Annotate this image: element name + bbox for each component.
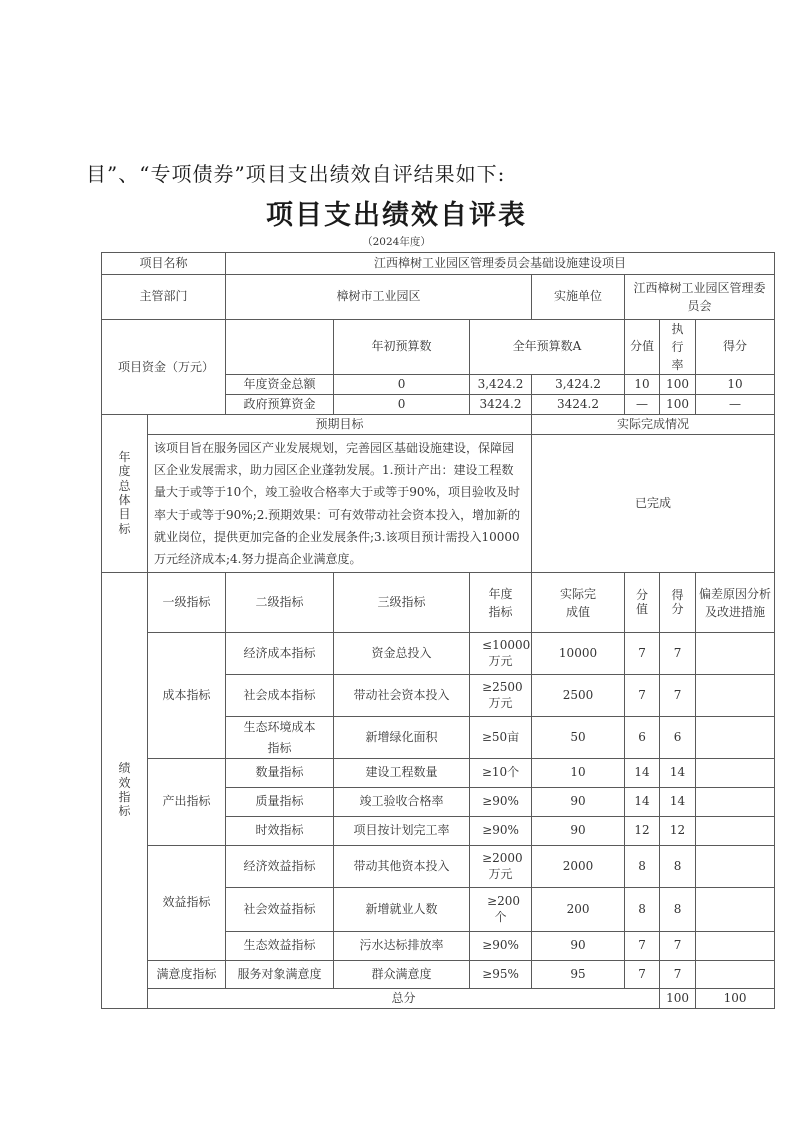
actual-result-header: 实际完成情况 bbox=[532, 415, 775, 435]
actual-cell: 10000 bbox=[532, 633, 625, 675]
score-value-cell: 8 bbox=[625, 888, 660, 932]
header-deviation: 偏差原因分析及改进措施 bbox=[696, 573, 775, 633]
annual-cell: ≥2000万元 bbox=[470, 846, 532, 888]
header-score bbox=[660, 573, 696, 633]
indicators-label bbox=[102, 573, 148, 1009]
actual-cell: 200 bbox=[532, 888, 625, 932]
header-actual: 实际完成值 bbox=[532, 573, 625, 633]
table-year: （2024年度） bbox=[362, 236, 431, 248]
actual-cell: 90 bbox=[532, 817, 625, 846]
goals-label-text: 年度总体目标 bbox=[118, 449, 131, 536]
deviation-cell bbox=[696, 961, 775, 989]
level3-cell: 带动其他资本投入 bbox=[334, 846, 470, 888]
actual-cell: 90 bbox=[532, 788, 625, 817]
total-score: 100 bbox=[696, 989, 775, 1009]
level3-cell: 竣工验收合格率 bbox=[334, 788, 470, 817]
annual-cell: ≥90% bbox=[470, 932, 532, 961]
header-level3: 三级指标 bbox=[334, 573, 470, 633]
unit-label: 实施单位 bbox=[532, 275, 625, 320]
total-label: 总分 bbox=[148, 989, 660, 1009]
level2-cell: 质量指标 bbox=[226, 788, 334, 817]
annual-cell: ≥90% bbox=[470, 817, 532, 846]
funds-row-initial: 0 bbox=[334, 395, 470, 415]
funds-row-full-year: 3,424.2 bbox=[470, 375, 532, 395]
score-cell: 7 bbox=[660, 932, 696, 961]
header-score-value-text: 分值 bbox=[636, 587, 649, 617]
deviation-cell bbox=[696, 932, 775, 961]
project-name-value: 江西樟树工业园区管理委员会基础设施建设项目 bbox=[226, 253, 775, 275]
score-value-cell: 6 bbox=[625, 717, 660, 759]
actual-cell: 2000 bbox=[532, 846, 625, 888]
level2-cell: 生态环境成本指标 bbox=[226, 717, 334, 759]
score-value-cell: 7 bbox=[625, 633, 660, 675]
level2-cell: 数量指标 bbox=[226, 759, 334, 788]
annual-cell: ≥10个 bbox=[470, 759, 532, 788]
deviation-cell bbox=[696, 633, 775, 675]
dept-label: 主管部门 bbox=[102, 275, 226, 320]
deviation-cell bbox=[696, 888, 775, 932]
score-cell: 8 bbox=[660, 888, 696, 932]
score-value-cell: 14 bbox=[625, 788, 660, 817]
header-annual: 年度指标 bbox=[470, 573, 532, 633]
header-score-value bbox=[625, 573, 660, 633]
table-title: 项目支出绩效自评表 bbox=[266, 200, 527, 231]
group-name: 产出指标 bbox=[148, 759, 226, 846]
level3-cell: 污水达标排放率 bbox=[334, 932, 470, 961]
actual-cell: 10 bbox=[532, 759, 625, 788]
score-cell: 7 bbox=[660, 633, 696, 675]
level3-cell: 资金总投入 bbox=[334, 633, 470, 675]
indicators-label-text: 绩效指标 bbox=[118, 761, 131, 819]
score-cell: 12 bbox=[660, 817, 696, 846]
level2-cell: 经济成本指标 bbox=[226, 633, 334, 675]
level3-cell: 建设工程数量 bbox=[334, 759, 470, 788]
annual-cell: ≤10000万元 bbox=[470, 633, 532, 675]
deviation-cell bbox=[696, 675, 775, 717]
annual-cell: ≥2500万元 bbox=[470, 675, 532, 717]
funds-row-initial: 0 bbox=[334, 375, 470, 395]
funds-row-name: 政府预算资金 bbox=[226, 395, 334, 415]
actual-cell: 50 bbox=[532, 717, 625, 759]
score-value-cell: 12 bbox=[625, 817, 660, 846]
level2-cell: 时效指标 bbox=[226, 817, 334, 846]
level3-cell: 新增就业人数 bbox=[334, 888, 470, 932]
score-cell: 7 bbox=[660, 675, 696, 717]
funds-header-score-value: 分值 bbox=[625, 320, 660, 375]
header-score-text: 得分 bbox=[671, 587, 684, 617]
funds-label: 项目资金（万元） bbox=[102, 320, 226, 415]
total-score-value: 100 bbox=[660, 989, 696, 1009]
funds-row-score-value: — bbox=[625, 395, 660, 415]
funds-row-exec-rate: 100 bbox=[660, 375, 696, 395]
group-name: 满意度指标 bbox=[148, 961, 226, 989]
funds-row-score: — bbox=[696, 395, 775, 415]
funds-row-executed: 3424.2 bbox=[532, 395, 625, 415]
deviation-cell bbox=[696, 788, 775, 817]
intro-text: 目”、“专项债券”项目支出绩效自评结果如下: bbox=[86, 162, 506, 186]
deviation-cell bbox=[696, 717, 775, 759]
actual-cell: 90 bbox=[532, 932, 625, 961]
group-name: 效益指标 bbox=[148, 846, 226, 961]
group-name: 成本指标 bbox=[148, 633, 226, 759]
header-level2: 二级指标 bbox=[226, 573, 334, 633]
deviation-cell bbox=[696, 817, 775, 846]
score-value-cell: 14 bbox=[625, 759, 660, 788]
annual-cell: ≥50亩 bbox=[470, 717, 532, 759]
actual-cell: 2500 bbox=[532, 675, 625, 717]
level2-cell: 服务对象满意度 bbox=[226, 961, 334, 989]
score-cell: 14 bbox=[660, 788, 696, 817]
funds-header-initial: 年初预算数 bbox=[334, 320, 470, 375]
score-cell: 6 bbox=[660, 717, 696, 759]
level2-cell: 生态效益指标 bbox=[226, 932, 334, 961]
funds-row-name: 年度资金总额 bbox=[226, 375, 334, 395]
funds-row-score: 10 bbox=[696, 375, 775, 395]
funds-row-score-value: 10 bbox=[625, 375, 660, 395]
annual-cell: ≥200个 bbox=[470, 888, 532, 932]
actual-cell: 95 bbox=[532, 961, 625, 989]
level3-cell: 项目按计划完工率 bbox=[334, 817, 470, 846]
unit-value: 江西樟树工业园区管理委员会 bbox=[625, 275, 775, 320]
funds-row-executed: 3,424.2 bbox=[532, 375, 625, 395]
evaluation-table bbox=[101, 252, 775, 1009]
goals-label bbox=[102, 415, 148, 573]
score-value-cell: 7 bbox=[625, 961, 660, 989]
funds-row-full-year: 3424.2 bbox=[470, 395, 532, 415]
actual-result-text: 已完成 bbox=[532, 435, 775, 573]
deviation-cell bbox=[696, 759, 775, 788]
funds-header-blank bbox=[226, 320, 334, 375]
score-cell: 7 bbox=[660, 961, 696, 989]
level3-cell: 新增绿化面积 bbox=[334, 717, 470, 759]
score-value-cell: 7 bbox=[625, 932, 660, 961]
header-level1: 一级指标 bbox=[148, 573, 226, 633]
level2-cell: 社会效益指标 bbox=[226, 888, 334, 932]
deviation-cell bbox=[696, 846, 775, 888]
level3-cell: 带动社会资本投入 bbox=[334, 675, 470, 717]
level3-cell: 群众满意度 bbox=[334, 961, 470, 989]
annual-cell: ≥95% bbox=[470, 961, 532, 989]
project-name-label: 项目名称 bbox=[102, 253, 226, 275]
funds-row-exec-rate: 100 bbox=[660, 395, 696, 415]
funds-header-exec-rate: 执行率 bbox=[660, 320, 696, 375]
funds-header-full-year: 全年预算数A bbox=[470, 320, 625, 375]
score-cell: 8 bbox=[660, 846, 696, 888]
dept-value: 樟树市工业园区 bbox=[226, 275, 532, 320]
funds-header-score: 得分 bbox=[696, 320, 775, 375]
level2-cell: 经济效益指标 bbox=[226, 846, 334, 888]
expected-goal-text: 该项目旨在服务园区产业发展规划，完善园区基础设施建设，保障园区企业发展需求，助力园区企业蓬勃发展。1.预计产出：建设工程数量大于或等于10个，竣工验收合格率大于或等于90%，项目验收及时率大于或等于90%;2.预期效果：可有效带动社会资本投入，增加新的就业岗位，提供更加完备的企业发展条件;3.该项目预计需投入10000万元经济成本;4.努力提高企业满意度。 bbox=[148, 435, 532, 573]
expected-goal-header: 预期目标 bbox=[148, 415, 532, 435]
score-cell: 14 bbox=[660, 759, 696, 788]
score-value-cell: 7 bbox=[625, 675, 660, 717]
level2-cell: 社会成本指标 bbox=[226, 675, 334, 717]
score-value-cell: 8 bbox=[625, 846, 660, 888]
annual-cell: ≥90% bbox=[470, 788, 532, 817]
